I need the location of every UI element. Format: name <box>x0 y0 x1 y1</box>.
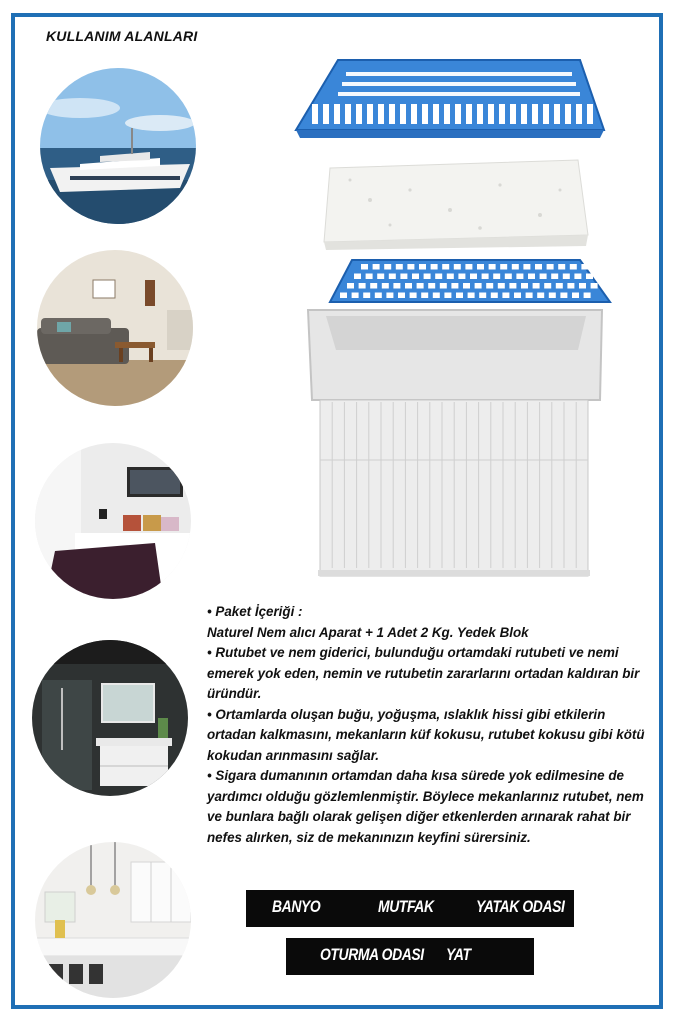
tag-banyo: BANYO <box>272 897 321 916</box>
usage-tags-row-1 <box>246 890 574 927</box>
package-heading: • Paket İçeriği : <box>207 604 303 619</box>
tag-oturma-odasi: OTURMA ODASI <box>320 945 424 964</box>
bedroom-photo <box>35 443 191 599</box>
container-box <box>308 310 602 576</box>
yacht-photo <box>40 68 196 224</box>
top-basket-lid <box>296 60 604 138</box>
kitchen-photo <box>35 842 191 998</box>
grid-tray <box>330 260 612 302</box>
tag-mutfak: MUTFAK <box>378 897 434 916</box>
usage-tags-row-2 <box>286 938 534 975</box>
living-room-photo <box>37 250 193 406</box>
product-illustration <box>290 50 620 580</box>
tag-yatak-odasi: YATAK ODASI <box>476 897 565 916</box>
product-description <box>207 602 657 848</box>
description-bullet-2: • Ortamlarda oluşan buğu, yoğuşma, ıslaklık hissi gibi etkilerin ortadan kalkmasını, mekanların küf kokusu, rutubet kokusu gibi kötü kokudan arınmasını sağlar. <box>207 706 645 763</box>
package-contents: Naturel Nem alıcı Aparat + 1 Adet 2 Kg. Yedek Blok <box>207 624 529 640</box>
section-title: KULLANIM ALANLARI <box>46 28 198 44</box>
bathroom-photo <box>32 640 188 796</box>
description-bullet-1: • Rutubet ve nem giderici, bulunduğu ortamdaki rutubeti ve nemi emerek yok eden, nemin ve rutubetin zararlarını ortadan kaldıran bir üründür. <box>207 645 640 701</box>
description-bullet-3: • Sigara dumanının ortamdan daha kısa sürede yok edilmesine de yardımcı olduğu gözlemlenmiştir. Böylece mekanlarınız rutubet, nem ve bunlara bağlı olarak gelişen diğer etkenlerden arınarak rahat bir nefes alırken, siz de mekanınızın keyfini sürersiniz. <box>207 768 644 845</box>
replacement-block <box>324 160 588 250</box>
tag-yat: YAT <box>446 945 471 964</box>
